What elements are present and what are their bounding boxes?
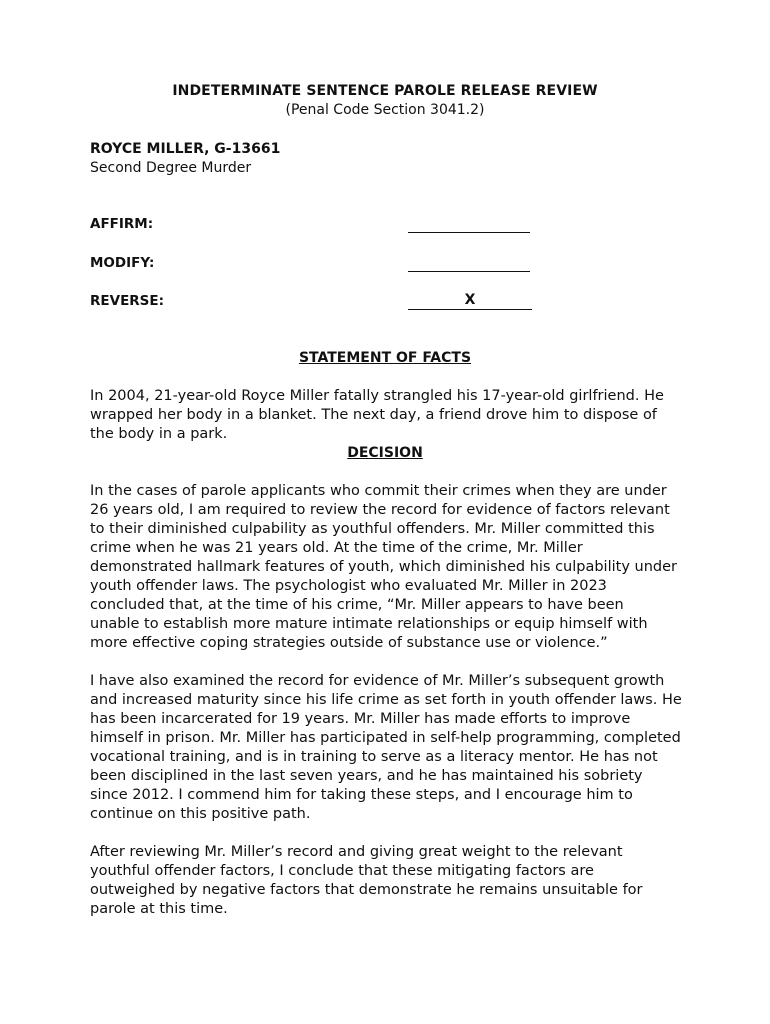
decision-paragraph-1 xyxy=(90,482,686,653)
document-subtitle: (Penal Code Section 3041.2) xyxy=(285,102,485,118)
text-line: demonstrated hallmark features of youth, which diminished his culpability under xyxy=(90,559,677,575)
text-line: himself in prison. Mr. Miller has participated in self-help programming, completed xyxy=(90,730,681,746)
signature-line xyxy=(408,309,532,310)
decision-row-reverse xyxy=(90,293,540,313)
text-line: In the cases of parole applicants who commit their crimes when they are under xyxy=(90,483,667,499)
text-line: to their diminished culpability as youthful offenders. Mr. Miller committed this xyxy=(90,521,655,537)
decision-paragraph-2 xyxy=(90,672,686,824)
document-title: INDETERMINATE SENTENCE PAROLE RELEASE REVIEW xyxy=(172,83,598,99)
text-line: In 2004, 21-year-old Royce Miller fatally strangled his 17-year-old girlfriend. He xyxy=(90,388,664,404)
signature-line xyxy=(408,232,530,233)
offense-type: Second Degree Murder xyxy=(90,160,252,176)
inmate-name: ROYCE MILLER, G-13661 xyxy=(90,141,281,157)
text-line: the body in a park. xyxy=(90,426,228,442)
decision-label: REVERSE: xyxy=(90,293,165,309)
decision-mark: X xyxy=(464,292,476,308)
decision-row-affirm xyxy=(90,216,540,236)
text-line: crime when he was 21 years old. At the time of the crime, Mr. Miller xyxy=(90,540,583,556)
statement-of-facts-text xyxy=(90,387,686,444)
signature-line xyxy=(408,271,530,272)
decision-row-modify xyxy=(90,255,540,275)
text-line: outweighed by negative factors that demonstrate he remains unsuitable for xyxy=(90,882,643,898)
decision-paragraph-3 xyxy=(90,843,686,919)
text-line: more effective coping strategies outside of substance use or violence.” xyxy=(90,635,608,651)
text-line: concluded that, at the time of his crime, “Mr. Miller appears to have been xyxy=(90,597,624,613)
text-line: continue on this positive path. xyxy=(90,806,311,822)
decision-label: AFFIRM: xyxy=(90,216,154,232)
text-line: parole at this time. xyxy=(90,901,228,917)
text-line: been disciplined in the last seven years, and he has maintained his sobriety xyxy=(90,768,643,784)
text-line: since 2012. I commend him for taking these steps, and I encourage him to xyxy=(90,787,633,803)
text-line: After reviewing Mr. Miller’s record and giving great weight to the relevant xyxy=(90,844,623,860)
text-line: I have also examined the record for evidence of Mr. Miller’s subsequent growth xyxy=(90,673,665,689)
text-line: and increased maturity since his life crime as set forth in youth offender laws. He xyxy=(90,692,682,708)
decision-label: MODIFY: xyxy=(90,255,155,271)
text-line: unable to establish more mature intimate relationships or equip himself with xyxy=(90,616,648,632)
decision-heading: DECISION xyxy=(347,445,423,461)
text-line: 26 years old, I am required to review the record for evidence of factors relevant xyxy=(90,502,670,518)
text-line: youthful offender factors, I conclude that these mitigating factors are xyxy=(90,863,594,879)
text-line: has been incarcerated for 19 years. Mr. Miller has made efforts to improve xyxy=(90,711,631,727)
text-line: wrapped her body in a blanket. The next day, a friend drove him to dispose of xyxy=(90,407,657,423)
text-line: vocational training, and is in training to serve as a literacy mentor. He has not xyxy=(90,749,658,765)
statement-of-facts-heading: STATEMENT OF FACTS xyxy=(298,350,472,366)
text-line: youth offender laws. The psychologist who evaluated Mr. Miller in 2023 xyxy=(90,578,607,594)
